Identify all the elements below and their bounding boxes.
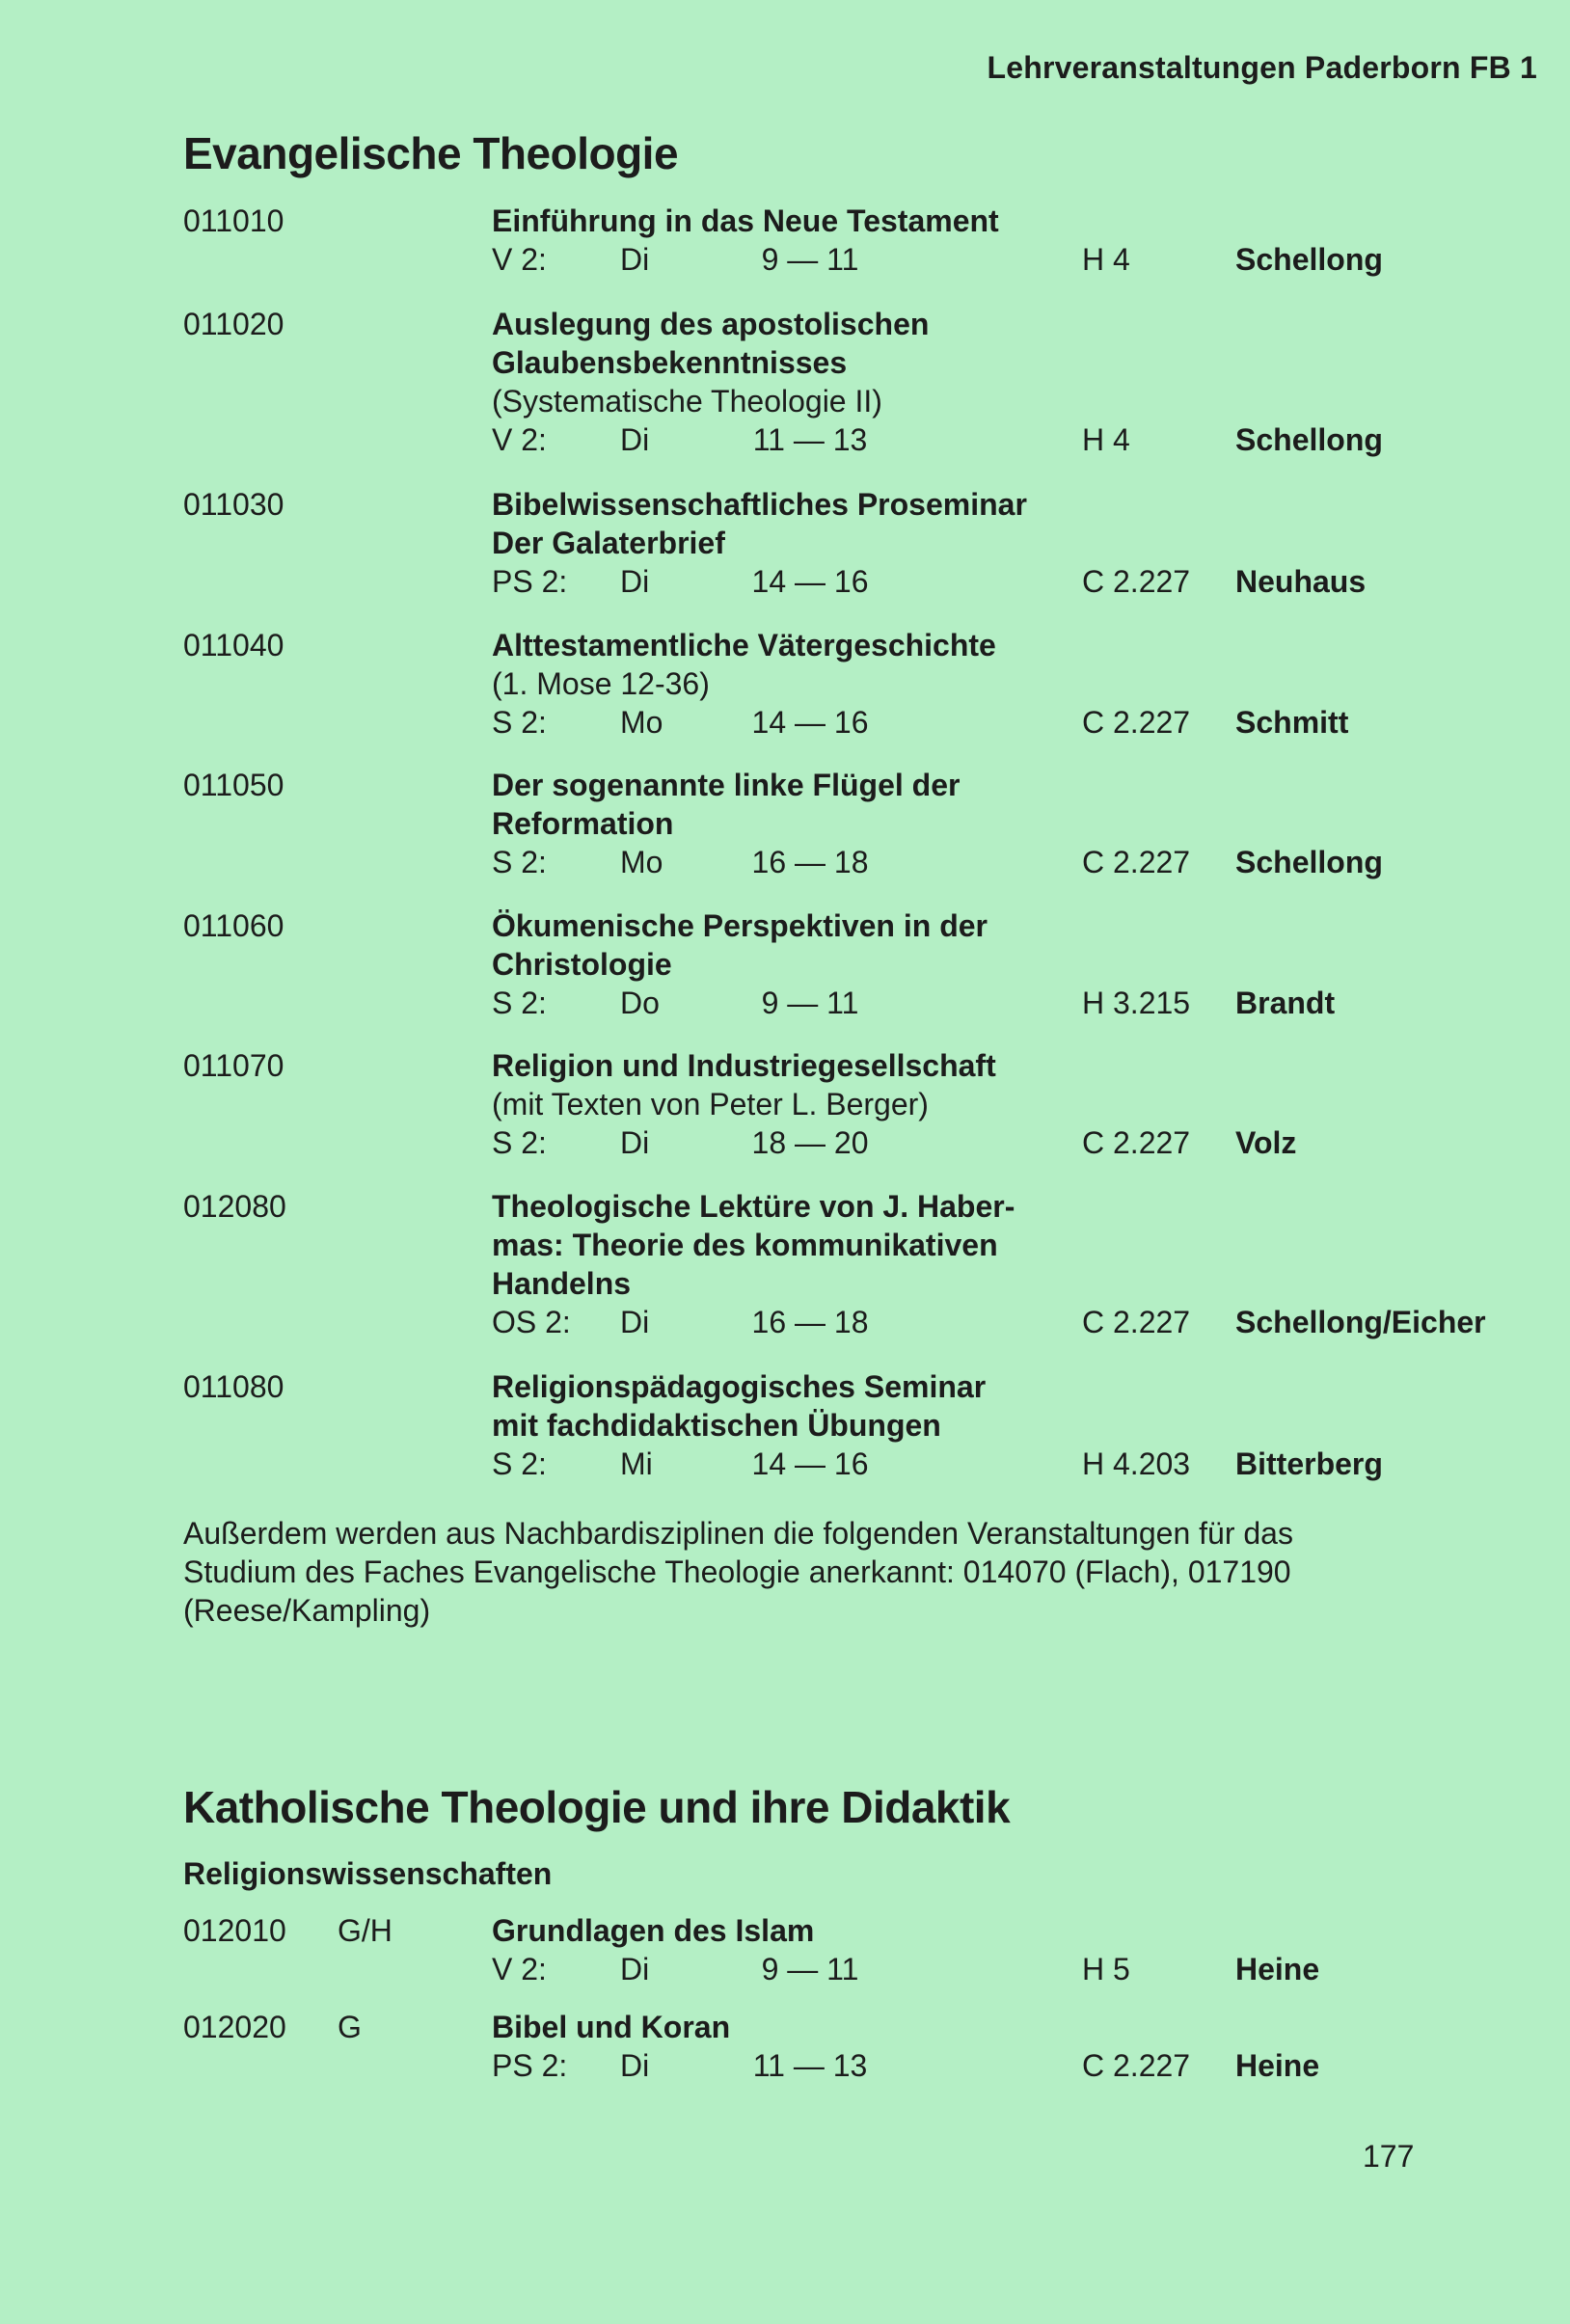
course-title-cont: Glaubensbekenntnisses — [492, 345, 848, 380]
course-time: 16 — 18 — [751, 845, 869, 879]
course-day: Mo — [620, 705, 663, 740]
course-lecturer: Brandt — [1235, 986, 1336, 1020]
course-number: 012020 — [183, 2010, 286, 2044]
course-type: S 2: — [492, 845, 547, 879]
course-room: H 4.203 — [1082, 1446, 1191, 1481]
course-entry — [183, 626, 1533, 742]
course-number: 011060 — [183, 908, 284, 943]
course-note: (Systematische Theologie II) — [492, 384, 882, 419]
course-category: G/H — [338, 1913, 392, 1948]
course-room: C 2.227 — [1082, 1125, 1191, 1160]
course-room: H 4 — [1082, 242, 1130, 277]
course-type: S 2: — [492, 986, 547, 1020]
course-lecturer: Schellong/Eicher — [1235, 1305, 1486, 1339]
course-note: (1. Mose 12-36) — [492, 666, 710, 701]
course-day: Di — [620, 564, 650, 599]
course-entry — [183, 485, 1533, 601]
running-head: Lehrveranstaltungen Paderborn FB 1 — [987, 50, 1537, 85]
course-day: Di — [620, 422, 650, 457]
course-room: H 5 — [1082, 1952, 1130, 1986]
course-entry — [183, 1046, 1533, 1162]
course-category: G — [338, 2010, 362, 2044]
course-title-cont: Der Galaterbrief — [492, 526, 725, 560]
course-room: C 2.227 — [1082, 564, 1191, 599]
course-title: Theologische Lektüre von J. Haber- — [492, 1189, 1015, 1224]
course-number: 011080 — [183, 1369, 284, 1404]
course-lecturer: Bitterberg — [1235, 1446, 1383, 1481]
course-type: V 2: — [492, 242, 547, 277]
course-room: C 2.227 — [1082, 845, 1191, 879]
course-note: (mit Texten von Peter L. Berger) — [492, 1087, 929, 1121]
course-type: S 2: — [492, 705, 547, 740]
course-room: C 2.227 — [1082, 705, 1191, 740]
course-day: Mi — [620, 1446, 653, 1481]
course-title: Einführung in das Neue Testament — [492, 203, 999, 238]
course-title-cont: mit fachdidaktischen Übungen — [492, 1408, 941, 1443]
course-title: Ökumenische Perspektiven in der — [492, 908, 988, 943]
course-number: 011010 — [183, 203, 284, 238]
course-type: V 2: — [492, 1952, 547, 1986]
course-day: Di — [620, 242, 650, 277]
course-room: H 3.215 — [1082, 986, 1191, 1020]
course-title-cont: Handelns — [492, 1266, 632, 1301]
course-entry — [183, 1367, 1533, 1483]
course-lecturer: Heine — [1235, 2048, 1320, 2083]
course-entry — [183, 2008, 1533, 2085]
section-subtitle: Religionswissenschaften — [183, 1856, 553, 1891]
course-entry — [183, 1187, 1533, 1341]
course-number: 011020 — [183, 307, 284, 341]
course-time: 9 — 11 — [761, 986, 859, 1020]
course-entry — [183, 906, 1533, 1022]
note-line: (Reese/Kampling) — [183, 1593, 431, 1628]
course-number: 011050 — [183, 768, 284, 802]
course-title: Grundlagen des Islam — [492, 1913, 815, 1948]
section-title-katholisch: Katholische Theologie und ihre Didaktik — [183, 1782, 1011, 1832]
course-title: Religion und Industriegesellschaft — [492, 1048, 996, 1083]
course-day: Di — [620, 1305, 650, 1339]
recognition-note — [183, 1514, 1437, 1630]
course-lecturer: Volz — [1235, 1125, 1297, 1160]
course-time: 9 — 11 — [761, 242, 859, 277]
course-day: Do — [620, 986, 660, 1020]
course-time: 11 — 13 — [752, 2048, 868, 2083]
course-lecturer: Schellong — [1235, 845, 1383, 879]
note-line: Studium des Faches Evangelische Theologie anerkannt: 014070 (Flach), 017190 — [183, 1554, 1291, 1589]
course-type: PS 2: — [492, 2048, 568, 2083]
course-title-cont: Christologie — [492, 947, 672, 982]
course-number: 012010 — [183, 1913, 286, 1948]
course-type: V 2: — [492, 422, 547, 457]
course-type: S 2: — [492, 1125, 547, 1160]
course-title: Bibelwissenschaftliches Proseminar — [492, 487, 1027, 522]
course-number: 011030 — [183, 487, 284, 522]
course-number: 011070 — [183, 1048, 284, 1083]
course-day: Di — [620, 1125, 650, 1160]
course-time: 14 — 16 — [751, 564, 869, 599]
course-time: 14 — 16 — [751, 705, 869, 740]
note-line: Außerdem werden aus Nachbardisziplinen die folgenden Veranstaltungen für das — [183, 1516, 1293, 1551]
course-day: Di — [620, 1952, 650, 1986]
course-type: PS 2: — [492, 564, 568, 599]
course-lecturer: Schellong — [1235, 242, 1383, 277]
course-time: 18 — 20 — [751, 1125, 869, 1160]
course-day: Di — [620, 2048, 650, 2083]
course-time: 14 — 16 — [751, 1446, 869, 1481]
course-time: 11 — 13 — [752, 422, 868, 457]
course-lecturer: Schmitt — [1235, 705, 1349, 740]
course-title: Religionspädagogisches Seminar — [492, 1369, 987, 1404]
course-title: Auslegung des apostolischen — [492, 307, 930, 341]
course-day: Mo — [620, 845, 663, 879]
course-entry — [183, 1911, 1533, 1988]
course-time: 9 — 11 — [761, 1952, 859, 1986]
course-lecturer: Schellong — [1235, 422, 1383, 457]
course-room: C 2.227 — [1082, 2048, 1191, 2083]
course-title: Alttestamentliche Vätergeschichte — [492, 628, 996, 662]
course-number: 012080 — [183, 1189, 286, 1224]
course-lecturer: Neuhaus — [1235, 564, 1367, 599]
course-type: S 2: — [492, 1446, 547, 1481]
course-lecturer: Heine — [1235, 1952, 1320, 1986]
section-title-evangelisch: Evangelische Theologie — [183, 128, 679, 178]
course-entry — [183, 202, 1533, 279]
course-number: 011040 — [183, 628, 284, 662]
course-title: Der sogenannte linke Flügel der — [492, 768, 961, 802]
course-title-cont: Reformation — [492, 806, 674, 841]
course-entry — [183, 305, 1533, 459]
course-title: Bibel und Koran — [492, 2010, 731, 2044]
course-room: C 2.227 — [1082, 1305, 1191, 1339]
course-title-cont: mas: Theorie des kommunikativen — [492, 1228, 998, 1262]
course-type: OS 2: — [492, 1305, 571, 1339]
course-room: H 4 — [1082, 422, 1130, 457]
course-entry — [183, 766, 1533, 881]
page-number: 177 — [1363, 2139, 1415, 2174]
course-time: 16 — 18 — [751, 1305, 869, 1339]
